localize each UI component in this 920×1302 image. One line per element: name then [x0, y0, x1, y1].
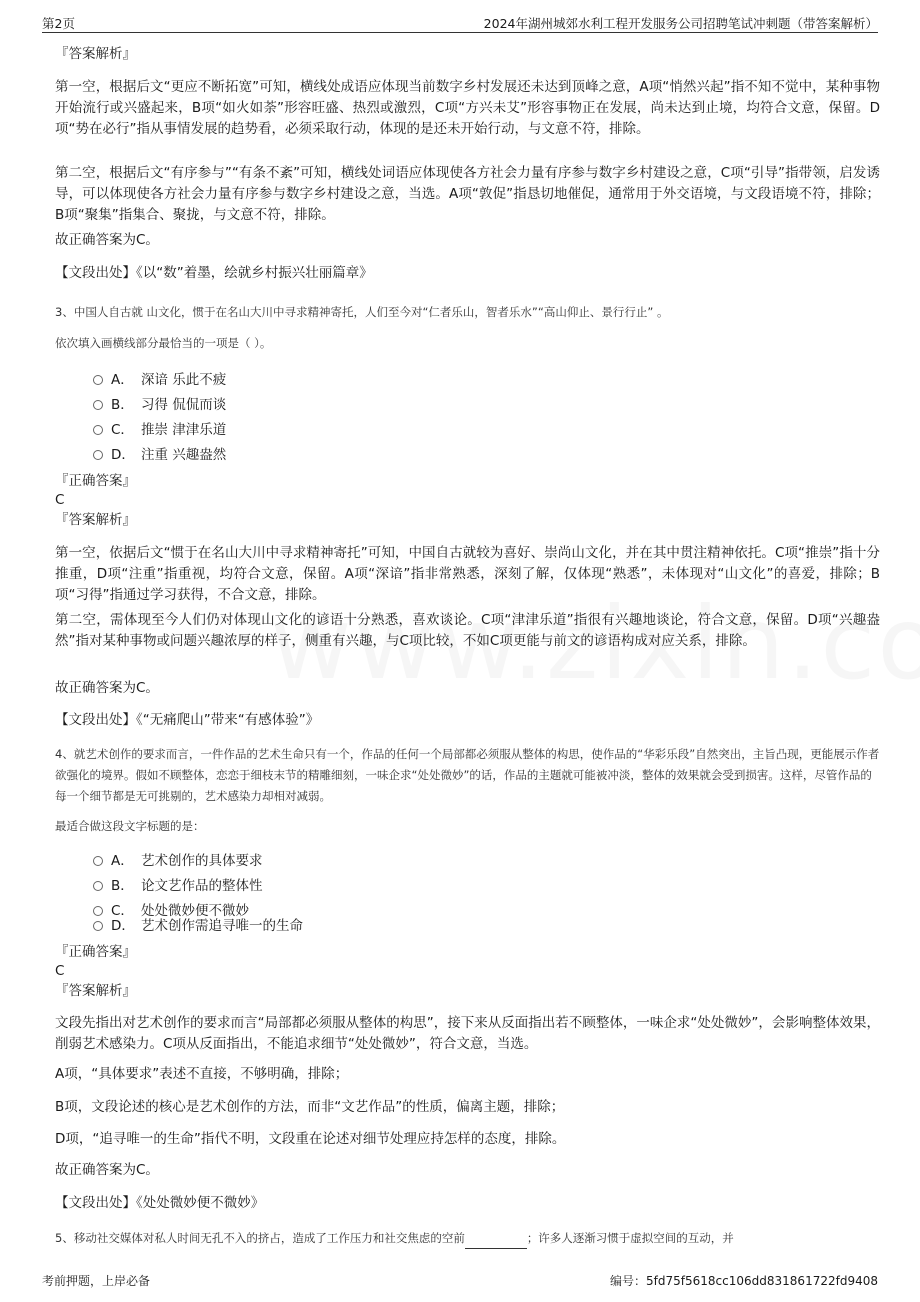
q3-conclusion: 故正确答案为C。	[55, 680, 159, 696]
q3-prompt: 依次填入画横线部分最恰当的一项是（ ）。	[55, 336, 272, 350]
q3-option-c[interactable]: C． 推崇 津津乐道	[93, 420, 226, 440]
q4-analysis-p1: 文段先指出对艺术创作的要求而言“局部都必须服从整体的构思”，接下来从反面指出若不顾整体，一味企求“处处微妙”，会影响整体效果，削弱艺术感染力。C项从反面指出，不能追求细节“处处微妙”，符合文意，当选。	[55, 1015, 880, 1052]
radio-icon[interactable]	[93, 881, 103, 891]
radio-icon[interactable]	[93, 450, 103, 460]
q2-analysis-p1: 第一空，根据后文“更应不断拓宽”可知，横线处成语应体现当前数字乡村发展还未达到顶峰之意，A项“悄然兴起”指不知不觉中，某种事物开始流行或兴盛起来，B项“如火如荼”形容旺盛、热烈或激烈，C项“方兴未艾”形容事物正在发展，尚未达到止境，均符合文意，保留。D项“势在必行”指从事情发展的趋势看，必须采取行动，体现的是还未开始行动，与文意不符，排除。	[55, 79, 880, 137]
q4-option-c[interactable]: C． 处处微妙便不微妙	[93, 901, 249, 921]
q4-analysis-d: D项，“追寻唯一的生命”指代不明，文段重在论述对细节处理应持怎样的态度，排除。	[55, 1131, 566, 1147]
page-header	[42, 12, 878, 33]
q4-option-d[interactable]: D． 艺术创作需追寻唯一的生命	[93, 916, 303, 936]
page-number: 第2页	[42, 16, 75, 31]
radio-icon[interactable]	[93, 921, 103, 931]
q3-correct-label: 『正确答案』	[55, 473, 136, 489]
q3-analysis-p1: 第一空，依据后文“惯于在名山大川中寻求精神寄托”可知，中国自古就较为喜好、崇尚山文化，并在其中贯注精神依托。C项“推崇”指十分推重，D项“注重”指重视，均符合文意，保留。A项“深谙”指非常熟悉，深刻了解，仅体现“熟悉”，未体现对“山文化”的喜爱，排除；B项“习得”指通过学习获得，不合文意，排除。	[55, 545, 880, 603]
radio-icon[interactable]	[93, 906, 103, 916]
q2-analysis-label: 『答案解析』	[55, 46, 136, 62]
q3-analysis-label: 『答案解析』	[55, 512, 136, 528]
q4-analysis-label: 『答案解析』	[55, 983, 136, 999]
q4-analysis-b: B项，文段论述的核心是艺术创作的方法，而非“文艺作品”的性质，偏离主题，排除；	[55, 1099, 565, 1115]
q3-option-b[interactable]: B． 习得 侃侃而谈	[93, 395, 226, 415]
q4-source: 【文段出处】《处处微妙便不微妙》	[55, 1195, 265, 1211]
q4-option-b[interactable]: B． 论文艺作品的整体性	[93, 876, 263, 896]
q2-analysis-p2: 第二空，根据后文“有序参与”“有条不紊”可知，横线处词语应体现使各方社会力量有序参与数字乡村建设之意，C项“引导”指带领，启发诱导，可以体现使各方社会力量有序参与数字乡村建设之意，当选。A项“敦促”指恳切地催促，通常用于外交语境，与文段语境不符，排除；B项“聚集”指集合、聚拢，与文意不符，排除。	[55, 165, 880, 223]
q4-conclusion: 故正确答案为C。	[55, 1162, 159, 1178]
q3-source: 【文段出处】《“无痛爬山”带来“有感体验”》	[55, 712, 320, 728]
footer-slogan: 考前押题，上岸必备	[42, 1274, 151, 1288]
q4-option-a[interactable]: A． 艺术创作的具体要求	[93, 851, 263, 871]
q4-analysis-a: A项，“具体要求”表述不直接，不够明确，排除；	[55, 1066, 349, 1082]
q3-correct-answer: C	[55, 492, 65, 508]
document-id: 编号：5fd75f5618cc106dd831861722fd9408	[610, 1274, 878, 1288]
q4-prompt: 最适合做这段文字标题的是：	[55, 819, 205, 833]
q2-source: 【文段出处】《以“数”着墨，绘就乡村振兴壮丽篇章》	[55, 265, 373, 281]
answer-blank[interactable]	[465, 1234, 527, 1249]
q2-conclusion: 故正确答案为C。	[55, 232, 159, 248]
radio-icon[interactable]	[93, 425, 103, 435]
q4-correct-label: 『正确答案』	[55, 944, 136, 960]
q4-stem: 4、就艺术创作的要求而言，一件作品的艺术生命只有一个，作品的任何一个局部都必须服从整体的构思，使作品的“华彩乐段”自然突出，主旨凸现，更能展示作者欲强化的境界。假如不顾整体，恋恋于细枝末节的精雕细刻，一味企求“处处微妙”的话，作品的主题就可能被冲淡，整体的效果就会受到损害。这样，尽管作品的每一个细节都是无可挑剔的，艺术感染力却相对减弱。	[55, 747, 880, 803]
q3-analysis-p2: 第二空，需体现至今人们仍对体现山文化的谚语十分熟悉，喜欢谈论。C项“津津乐道”指很有兴趣地谈论，符合文意，保留。D项“兴趣盎然”指对某种事物或问题兴趣浓厚的样子，侧重有兴趣，与C项比较，不如C项更能与前文的谚语构成对应关系，排除。	[55, 612, 880, 649]
radio-icon[interactable]	[93, 400, 103, 410]
q3-option-a[interactable]: A． 深谙 乐此不疲	[93, 370, 226, 390]
radio-icon[interactable]	[93, 375, 103, 385]
q3-option-d[interactable]: D． 注重 兴趣盎然	[93, 445, 226, 465]
q3-stem: 3、中国人自古就 山文化，惯于在名山大川中寻求精神寄托，人们至今对“仁者乐山，智者乐水”“高山仰止、景行行止” 。	[55, 305, 669, 319]
radio-icon[interactable]	[93, 856, 103, 866]
q5-stem: 5、移动社交媒体对私人时间无孔不入的挤占，造成了工作压力和社交焦虑的空前 ；许多人逐渐习惯于虚拟空间的互动，并	[55, 1228, 880, 1249]
q4-correct-answer: C	[55, 963, 65, 979]
document-title: 2024年湖州城郊水利工程开发服务公司招聘笔试冲刺题（带答案解析）	[483, 16, 878, 31]
